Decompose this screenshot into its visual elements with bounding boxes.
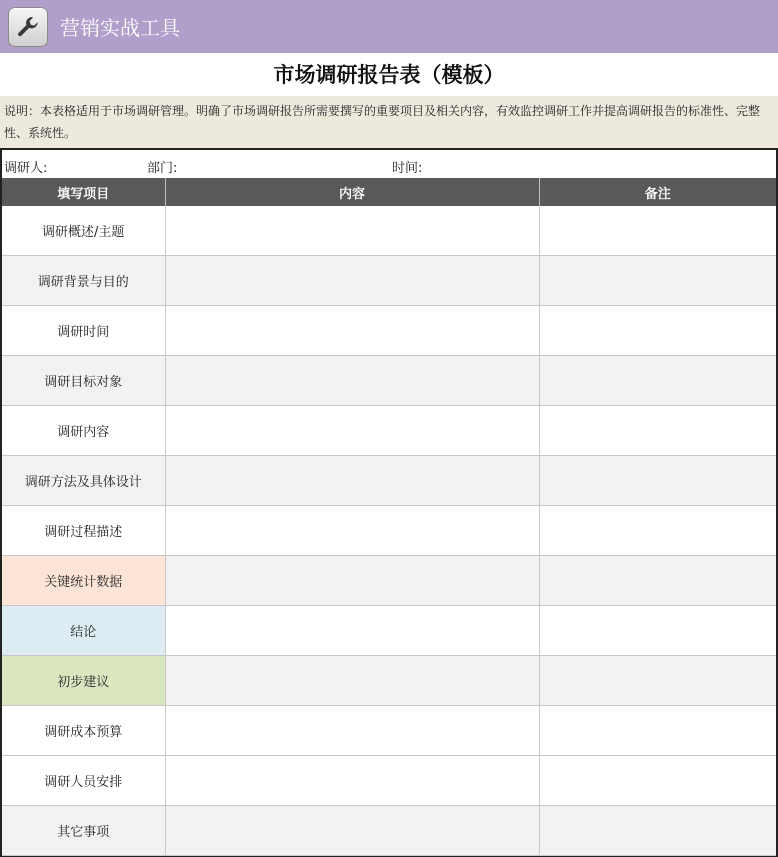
- content-cell[interactable]: [165, 606, 539, 656]
- content-cell[interactable]: [165, 306, 539, 356]
- table-row: [2, 556, 776, 606]
- content-cell[interactable]: [165, 756, 539, 806]
- content-cell[interactable]: [165, 806, 539, 856]
- note-cell[interactable]: [539, 356, 776, 406]
- header-note: 备注: [539, 178, 776, 206]
- note-cell[interactable]: [539, 256, 776, 306]
- item-cell: 调研背景与目的: [2, 256, 165, 306]
- table-row: [2, 606, 776, 656]
- note-cell[interactable]: [539, 406, 776, 456]
- note-cell[interactable]: [539, 706, 776, 756]
- table-row: [2, 356, 776, 406]
- table-row: [2, 656, 776, 706]
- note-cell[interactable]: [539, 756, 776, 806]
- item-cell: 关键统计数据: [2, 556, 165, 606]
- table-row: [2, 756, 776, 806]
- app-logo: [8, 7, 48, 47]
- table-row: [2, 406, 776, 456]
- item-cell: 调研方法及具体设计: [2, 456, 165, 506]
- item-cell: 其它事项: [2, 806, 165, 856]
- content-cell[interactable]: [165, 456, 539, 506]
- header-item: 填写项目: [2, 178, 165, 206]
- top-banner: [0, 0, 778, 53]
- item-cell: 初步建议: [2, 656, 165, 706]
- department-label: 部门:: [147, 161, 178, 176]
- content-cell[interactable]: [165, 406, 539, 456]
- item-cell: 调研时间: [2, 306, 165, 356]
- table-row: [2, 706, 776, 756]
- header-content: 内容: [165, 178, 539, 206]
- item-cell: 调研内容: [2, 406, 165, 456]
- content-cell[interactable]: [165, 556, 539, 606]
- item-cell: 调研目标对象: [2, 356, 165, 406]
- note-cell[interactable]: [539, 556, 776, 606]
- item-cell: 调研概述/主题: [2, 206, 165, 256]
- brand-name: 营销实战工具: [60, 16, 180, 40]
- table-row: [2, 306, 776, 356]
- table-header-row: [2, 178, 776, 206]
- wrench-icon: [15, 14, 41, 40]
- content-cell[interactable]: [165, 206, 539, 256]
- description-text: 说明：本表格适用于市场调研管理。明确了市场调研报告所需要撰写的重要项目及相关内容，有效监控调研工作并提高调研报告的标准性、完整性、系统性。: [0, 96, 778, 148]
- note-cell[interactable]: [539, 806, 776, 856]
- table-row: [2, 256, 776, 306]
- page-title: 市场调研报告表（模板）: [273, 63, 505, 87]
- item-cell: 结论: [2, 606, 165, 656]
- content-cell[interactable]: [165, 506, 539, 556]
- note-cell[interactable]: [539, 206, 776, 256]
- note-cell[interactable]: [539, 606, 776, 656]
- researcher-label: 调研人:: [4, 161, 48, 176]
- note-cell[interactable]: [539, 306, 776, 356]
- content-cell[interactable]: [165, 256, 539, 306]
- report-table: [2, 178, 776, 856]
- time-label: 时间:: [392, 161, 423, 176]
- item-cell: 调研过程描述: [2, 506, 165, 556]
- content-cell[interactable]: [165, 656, 539, 706]
- table-row: [2, 206, 776, 256]
- item-cell: 调研人员安排: [2, 756, 165, 806]
- note-cell[interactable]: [539, 506, 776, 556]
- note-cell[interactable]: [539, 656, 776, 706]
- note-cell[interactable]: [539, 456, 776, 506]
- table-row: [2, 806, 776, 856]
- table-row: [2, 456, 776, 506]
- meta-row: [2, 155, 772, 177]
- item-cell: 调研成本预算: [2, 706, 165, 756]
- table-row: [2, 506, 776, 556]
- content-cell[interactable]: [165, 706, 539, 756]
- content-cell[interactable]: [165, 356, 539, 406]
